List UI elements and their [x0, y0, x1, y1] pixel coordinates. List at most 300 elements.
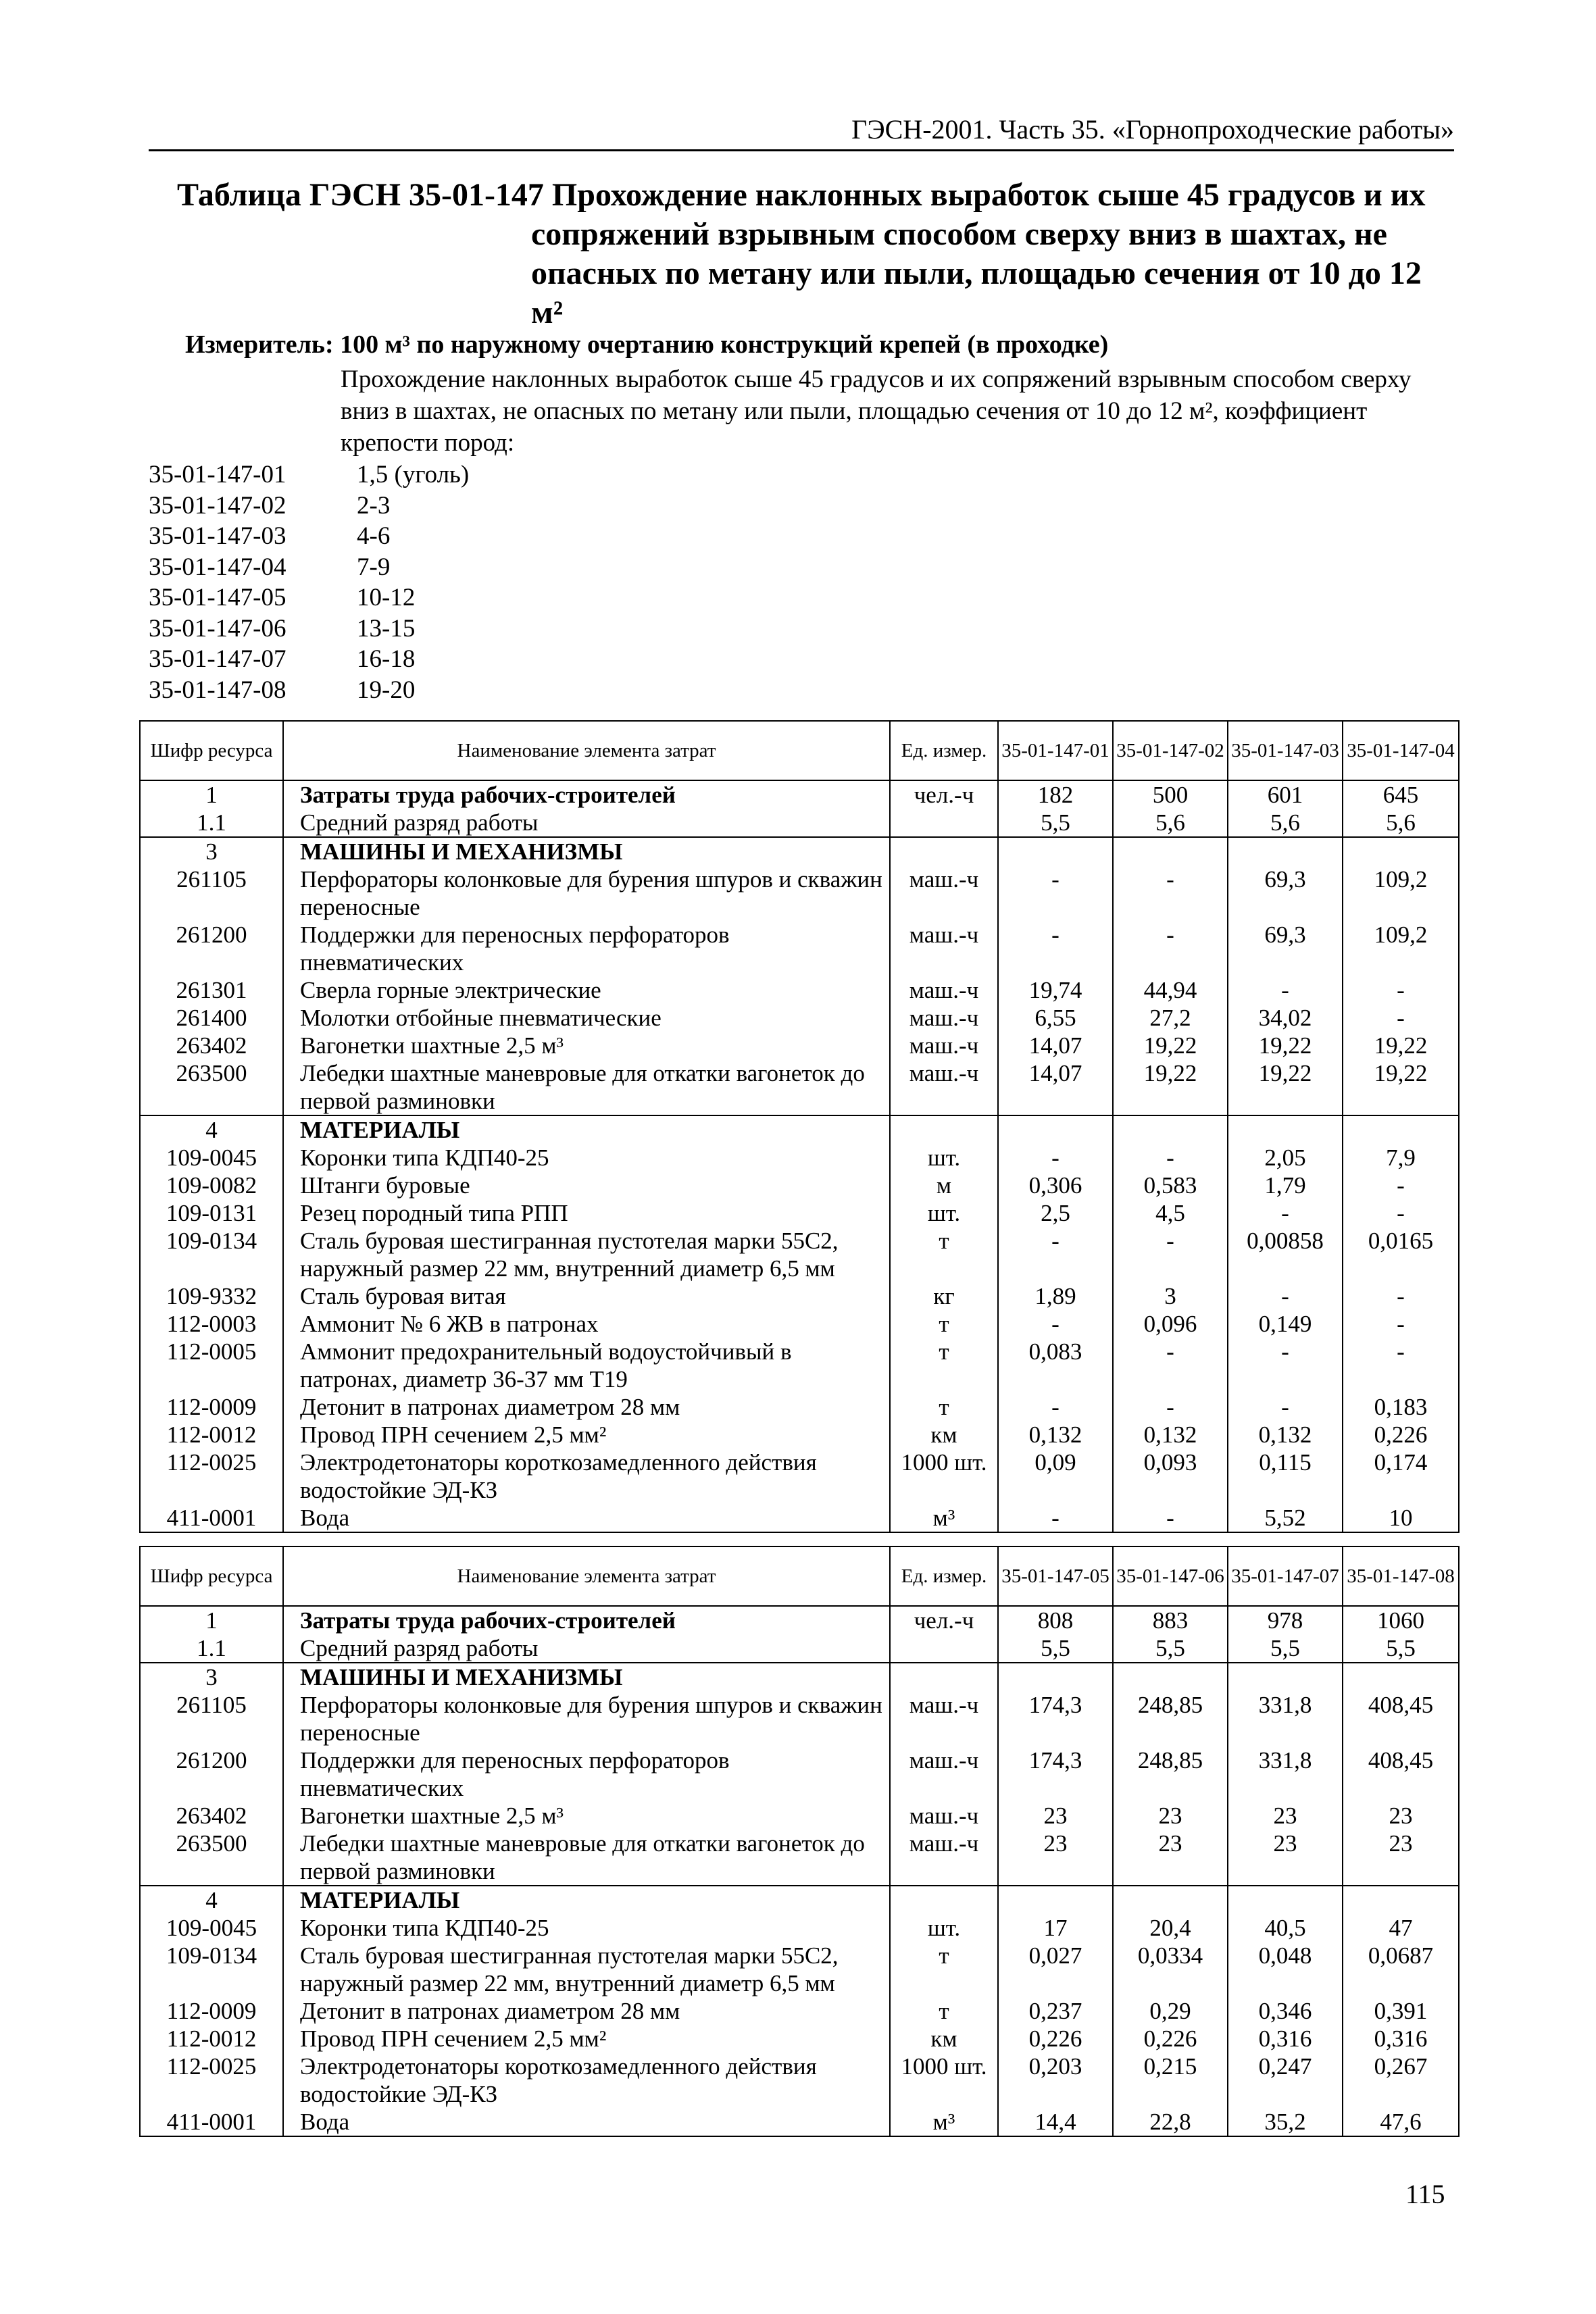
resource-code: 411-0001: [140, 2108, 283, 2136]
resource-unit: кг: [890, 1282, 998, 1310]
table-row: [140, 1282, 1459, 1310]
norm-value: 44,94: [1113, 976, 1228, 1004]
resource-code: 112-0003: [140, 1310, 283, 1338]
resource-unit: [890, 1634, 998, 1663]
table-row: [140, 1115, 1459, 1144]
norm-value: 109,2: [1343, 865, 1459, 921]
resource-name: Сталь буровая шестигранная пустотелая марки 55С2, наружный размер 22 мм, внутренний диаметр 6,5 мм: [283, 1227, 890, 1282]
resource-unit: 1000 шт.: [890, 2053, 998, 2108]
column-header: Ед. измер.: [890, 1546, 998, 1606]
resource-name: Средний разряд работы: [283, 1634, 890, 1663]
resource-name: МАШИНЫ И МЕХАНИЗМЫ: [283, 1663, 890, 1691]
resource-code: 261200: [140, 1746, 283, 1802]
table-row: [140, 1802, 1459, 1830]
table-row: [140, 1172, 1459, 1199]
norm-value: [998, 1886, 1113, 1914]
resource-unit: т: [890, 1942, 998, 1997]
resource-name: Аммонит предохранительный водоустойчивый в патронах, диаметр 36-37 мм Т19: [283, 1338, 890, 1393]
table-row: [140, 1227, 1459, 1282]
resource-name: Поддержки для переносных перфораторов пневматических: [283, 1746, 890, 1802]
norm-value: 23: [998, 1802, 1113, 1830]
table-row: [140, 1199, 1459, 1227]
norm-value: 0,0165: [1343, 1227, 1459, 1282]
norm-value: -: [998, 921, 1113, 976]
table-row: [140, 1942, 1459, 1997]
norm-value: 0,391: [1343, 1997, 1459, 2025]
norm-value: -: [1343, 1282, 1459, 1310]
resource-name: Вода: [283, 1504, 890, 1532]
resource-name: Провод ПРН сечением 2,5 мм²: [283, 1421, 890, 1449]
resource-name: Электродетонаторы короткозамедленного действия водостойкие ЭД-КЗ: [283, 1449, 890, 1504]
norm-value: 1,79: [1228, 1172, 1343, 1199]
norm-value: 331,8: [1228, 1746, 1343, 1802]
norm-value: 23: [1228, 1802, 1343, 1830]
table-row: [140, 865, 1459, 921]
norm-value: 5,5: [1228, 1634, 1343, 1663]
title-line: сопряжений взрывным способом сверху вниз в шахтах, не: [531, 216, 1387, 252]
resource-code: 112-0009: [140, 1997, 283, 2025]
resource-name: Лебедки шахтные маневровые для откатки вагонеток до первой разминовки: [283, 1830, 890, 1886]
norm-value: [1228, 1663, 1343, 1691]
norm-value: -: [998, 1227, 1113, 1282]
norm-value: -: [998, 865, 1113, 921]
table-title: [177, 176, 1461, 332]
table-row: [140, 1310, 1459, 1338]
norm-code-item: [149, 582, 469, 613]
norm-value: 14,07: [998, 1032, 1113, 1059]
norm-value: 69,3: [1228, 865, 1343, 921]
table-row: [140, 1144, 1459, 1172]
norm-code: 35-01-147-02: [149, 491, 286, 520]
norm-value: 601: [1228, 780, 1343, 809]
norm-code-item: [149, 644, 469, 675]
norm-value: 5,5: [998, 809, 1113, 837]
running-header: ГЭСН-2001. Часть 35. «Горнопроходческие работы»: [149, 114, 1454, 151]
resource-name: Вагонетки шахтные 2,5 м³: [283, 1032, 890, 1059]
table-row: [140, 1059, 1459, 1115]
norm-value: 500: [1113, 780, 1228, 809]
resource-code: 109-0082: [140, 1172, 283, 1199]
norm-value: 47: [1343, 1914, 1459, 1942]
resource-name: МАШИНЫ И МЕХАНИЗМЫ: [283, 837, 890, 865]
norm-value: -: [998, 1504, 1113, 1532]
table-row: [140, 1421, 1459, 1449]
resource-unit: т: [890, 1997, 998, 2025]
resource-unit: шт.: [890, 1144, 998, 1172]
resource-unit: шт.: [890, 1914, 998, 1942]
norm-value: 408,45: [1343, 1746, 1459, 1802]
norm-value: [998, 837, 1113, 865]
norm-value: -: [998, 1393, 1113, 1421]
norm-value: 4,5: [1113, 1199, 1228, 1227]
norm-value: -: [998, 1310, 1113, 1338]
resource-code: 3: [140, 1663, 283, 1691]
table-row: [140, 1886, 1459, 1914]
norm-value: 5,5: [998, 1634, 1113, 1663]
norm-value: -: [1343, 1310, 1459, 1338]
table-row: [140, 1032, 1459, 1059]
norm-code-list: [149, 459, 469, 705]
norm-value: 182: [998, 780, 1113, 809]
norm-value: 23: [1113, 1802, 1228, 1830]
norm-value: 248,85: [1113, 1691, 1228, 1746]
work-description: Прохождение наклонных выработок сыше 45 градусов и их сопряжений взрывным способом сверху вниз в шахтах, не опасных по метану или пыли, площадью сечения от 10 до 12 м², коэффициент крепости пород:: [341, 366, 1412, 457]
norm-value: 883: [1113, 1606, 1228, 1634]
resource-unit: т: [890, 1393, 998, 1421]
table-row: [140, 1634, 1459, 1663]
resource-name: Провод ПРН сечением 2,5 мм²: [283, 2025, 890, 2053]
norm-value: 0,00858: [1228, 1227, 1343, 1282]
norm-value: 27,2: [1113, 1004, 1228, 1032]
norm-value: 1060: [1343, 1606, 1459, 1634]
norm-value: 19,22: [1113, 1059, 1228, 1115]
norm-code: 35-01-147-08: [149, 676, 286, 704]
resource-unit: [890, 837, 998, 865]
rock-hardness: 1,5 (уголь): [357, 461, 470, 488]
norm-value: [1343, 1663, 1459, 1691]
column-header: Шифр ресурса: [140, 721, 283, 780]
norm-value: [1228, 837, 1343, 865]
resource-name: Молотки отбойные пневматические: [283, 1004, 890, 1032]
norm-value: 109,2: [1343, 921, 1459, 976]
table-row: [140, 2053, 1459, 2108]
table-row: [140, 780, 1459, 809]
norm-value: 331,8: [1228, 1691, 1343, 1746]
table-header-row: [140, 1546, 1459, 1606]
resource-table-1: [139, 720, 1460, 1533]
norm-code: 35-01-147-06: [149, 614, 286, 643]
resource-name: Лебедки шахтные маневровые для откатки вагонеток до первой разминовки: [283, 1059, 890, 1115]
norm-value: 0,132: [998, 1421, 1113, 1449]
norm-value: -: [1228, 976, 1343, 1004]
norm-value: -: [1343, 1338, 1459, 1393]
norm-value: 174,3: [998, 1691, 1113, 1746]
resource-code: 109-0134: [140, 1942, 283, 1997]
norm-value: 0,306: [998, 1172, 1113, 1199]
resource-code: 112-0005: [140, 1338, 283, 1393]
resource-code: 3: [140, 837, 283, 865]
column-header: 35-01-147-04: [1343, 721, 1459, 780]
resource-name: Аммонит № 6 ЖВ в патронах: [283, 1310, 890, 1338]
resource-code: 109-0045: [140, 1914, 283, 1942]
column-header: 35-01-147-01: [998, 721, 1113, 780]
resource-code: 1.1: [140, 1634, 283, 1663]
norm-value: 5,5: [1113, 1634, 1228, 1663]
norm-value: -: [1343, 1004, 1459, 1032]
norm-value: 0,093: [1113, 1449, 1228, 1504]
norm-value: 0,096: [1113, 1310, 1228, 1338]
norm-value: 0,149: [1228, 1310, 1343, 1338]
norm-value: 0,316: [1343, 2025, 1459, 2053]
table-row: [140, 2108, 1459, 2136]
resource-unit: [890, 1115, 998, 1144]
norm-value: [1343, 1115, 1459, 1144]
resource-code: 112-0009: [140, 1393, 283, 1421]
resource-code: 261105: [140, 865, 283, 921]
rock-hardness: 10-12: [357, 584, 416, 611]
norm-value: 10: [1343, 1504, 1459, 1532]
norm-value: [1113, 1115, 1228, 1144]
resource-code: 261400: [140, 1004, 283, 1032]
resource-code: 109-9332: [140, 1282, 283, 1310]
resource-name: Вода: [283, 2108, 890, 2136]
resource-code: 4: [140, 1886, 283, 1914]
resource-unit: маш.-ч: [890, 1004, 998, 1032]
norm-value: -: [1343, 1199, 1459, 1227]
resource-code: 4: [140, 1115, 283, 1144]
norm-value: 47,6: [1343, 2108, 1459, 2136]
norm-value: 19,74: [998, 976, 1113, 1004]
resource-unit: т: [890, 1310, 998, 1338]
resource-unit: маш.-ч: [890, 1691, 998, 1746]
norm-value: [1228, 1886, 1343, 1914]
column-header: 35-01-147-08: [1343, 1546, 1459, 1606]
resource-name: Резец породный типа РПП: [283, 1199, 890, 1227]
rock-hardness: 4-6: [357, 522, 391, 550]
norm-value: 0,29: [1113, 1997, 1228, 2025]
resource-unit: маш.-ч: [890, 1830, 998, 1886]
norm-value: -: [1228, 1282, 1343, 1310]
resource-name: Средний разряд работы: [283, 809, 890, 837]
norm-code: 35-01-147-04: [149, 553, 286, 581]
table-row: [140, 1997, 1459, 2025]
column-header: 35-01-147-07: [1228, 1546, 1343, 1606]
resource-unit: чел.-ч: [890, 1606, 998, 1634]
column-header: 35-01-147-03: [1228, 721, 1343, 780]
norm-value: 0,583: [1113, 1172, 1228, 1199]
resource-unit: [890, 1663, 998, 1691]
norm-code-item: [149, 675, 469, 706]
norm-value: 2,5: [998, 1199, 1113, 1227]
norm-value: 0,237: [998, 1997, 1113, 2025]
norm-value: 0,174: [1343, 1449, 1459, 1504]
column-header: 35-01-147-02: [1113, 721, 1228, 780]
rock-hardness: 16-18: [357, 645, 416, 673]
table-row: [140, 1606, 1459, 1634]
norm-value: 23: [1343, 1802, 1459, 1830]
norm-value: [1343, 1886, 1459, 1914]
resource-name: Коронки типа КДП40-25: [283, 1144, 890, 1172]
norm-value: 0,226: [998, 2025, 1113, 2053]
norm-value: 5,6: [1228, 809, 1343, 837]
resource-unit: км: [890, 1421, 998, 1449]
norm-value: 19,22: [1228, 1032, 1343, 1059]
norm-value: [1113, 1886, 1228, 1914]
resource-name: МАТЕРИАЛЫ: [283, 1886, 890, 1914]
resource-unit: шт.: [890, 1199, 998, 1227]
resource-code: 1: [140, 1606, 283, 1634]
resource-name: Перфораторы колонковые для бурения шпуров и скважин переносные: [283, 1691, 890, 1746]
resource-unit: чел.-ч: [890, 780, 998, 809]
norm-value: 6,55: [998, 1004, 1113, 1032]
table-row: [140, 1338, 1459, 1393]
norm-value: 0,203: [998, 2053, 1113, 2108]
resource-code: 112-0025: [140, 1449, 283, 1504]
resource-name: Электродетонаторы короткозамедленного действия водостойкие ЭД-КЗ: [283, 2053, 890, 2108]
norm-value: -: [1113, 1144, 1228, 1172]
table-row: [140, 976, 1459, 1004]
norm-code-item: [149, 521, 469, 552]
resource-name: Перфораторы колонковые для бурения шпуров и скважин переносные: [283, 865, 890, 921]
norm-value: 0,267: [1343, 2053, 1459, 2108]
table-row: [140, 1746, 1459, 1802]
norm-value: 23: [1228, 1830, 1343, 1886]
norm-value: 0,083: [998, 1338, 1113, 1393]
norm-code: 35-01-147-01: [149, 461, 286, 488]
measure-unit: Измеритель: 100 м³ по наружному очертанию конструкций крепей (в проходке): [185, 330, 1109, 359]
rock-hardness: 2-3: [357, 491, 391, 520]
title-line: опасных по метану или пыли, площадью сечения от 10 до 12: [531, 255, 1422, 291]
norm-value: 7,9: [1343, 1144, 1459, 1172]
norm-code-item: [149, 613, 469, 645]
norm-value: 0,215: [1113, 2053, 1228, 2108]
norm-value: 0,183: [1343, 1393, 1459, 1421]
resource-name: Поддержки для переносных перфораторов пневматических: [283, 921, 890, 976]
resource-name: МАТЕРИАЛЫ: [283, 1115, 890, 1144]
table-row: [140, 1691, 1459, 1746]
norm-code: 35-01-147-07: [149, 645, 286, 673]
norm-value: 23: [1343, 1830, 1459, 1886]
norm-value: 0,115: [1228, 1449, 1343, 1504]
norm-value: 808: [998, 1606, 1113, 1634]
resource-code: 1: [140, 780, 283, 809]
table-row: [140, 1663, 1459, 1691]
resource-name: Детонит в патронах диаметром 28 мм: [283, 1393, 890, 1421]
norm-value: 0,048: [1228, 1942, 1343, 1997]
table-row: [140, 1393, 1459, 1421]
table-row: [140, 809, 1459, 837]
resource-code: 263500: [140, 1830, 283, 1886]
norm-value: 174,3: [998, 1746, 1113, 1802]
norm-value: -: [1343, 1172, 1459, 1199]
norm-value: 645: [1343, 780, 1459, 809]
norm-value: 19,22: [1343, 1059, 1459, 1115]
norm-value: 23: [998, 1830, 1113, 1886]
norm-value: 5,5: [1343, 1634, 1459, 1663]
norm-value: -: [1113, 1393, 1228, 1421]
norm-value: -: [1113, 1504, 1228, 1532]
resource-code: 263402: [140, 1032, 283, 1059]
resource-table-2: [139, 1546, 1460, 2137]
resource-name: Сталь буровая витая: [283, 1282, 890, 1310]
norm-value: [1113, 837, 1228, 865]
norm-value: [998, 1663, 1113, 1691]
norm-value: 17: [998, 1914, 1113, 1942]
norm-value: -: [998, 1144, 1113, 1172]
norm-value: 0,346: [1228, 1997, 1343, 2025]
norm-value: -: [1113, 1227, 1228, 1282]
norm-value: 0,0687: [1343, 1942, 1459, 1997]
norm-value: 248,85: [1113, 1746, 1228, 1802]
norm-value: 69,3: [1228, 921, 1343, 976]
resource-code: 261301: [140, 976, 283, 1004]
norm-value: [998, 1115, 1113, 1144]
resource-unit: м³: [890, 2108, 998, 2136]
norm-code: 35-01-147-05: [149, 584, 286, 611]
norm-value: 35,2: [1228, 2108, 1343, 2136]
resource-unit: 1000 шт.: [890, 1449, 998, 1504]
resource-unit: маш.-ч: [890, 1059, 998, 1115]
norm-value: -: [1343, 976, 1459, 1004]
norm-value: 19,22: [1343, 1032, 1459, 1059]
norm-value: -: [1113, 921, 1228, 976]
column-header: Шифр ресурса: [140, 1546, 283, 1606]
resource-unit: маш.-ч: [890, 1746, 998, 1802]
resource-code: 263402: [140, 1802, 283, 1830]
resource-unit: м³: [890, 1504, 998, 1532]
norm-value: -: [1113, 865, 1228, 921]
rock-hardness: 7-9: [357, 553, 391, 581]
norm-value: 19,22: [1113, 1032, 1228, 1059]
norm-code-item: [149, 459, 469, 491]
norm-code-item: [149, 491, 469, 522]
resource-unit: км: [890, 2025, 998, 2053]
resource-name: Сталь буровая шестигранная пустотелая марки 55С2, наружный размер 22 мм, внутренний диаметр 6,5 мм: [283, 1942, 890, 1997]
table-row: [140, 2025, 1459, 2053]
resource-unit: [890, 1886, 998, 1914]
norm-value: 20,4: [1113, 1914, 1228, 1942]
table-row: [140, 1504, 1459, 1532]
norm-value: [1228, 1115, 1343, 1144]
norm-code-item: [149, 552, 469, 583]
norm-value: 0,132: [1228, 1421, 1343, 1449]
table-row: [140, 837, 1459, 865]
column-header: Наименование элемента затрат: [283, 1546, 890, 1606]
resource-unit: маш.-ч: [890, 976, 998, 1004]
title-line: Таблица ГЭСН 35-01-147 Прохождение наклонных выработок сыше 45 градусов и их: [177, 177, 1426, 213]
column-header: Ед. измер.: [890, 721, 998, 780]
resource-code: 109-0131: [140, 1199, 283, 1227]
resource-name: Штанги буровые: [283, 1172, 890, 1199]
norm-value: 5,6: [1343, 809, 1459, 837]
resource-code: 411-0001: [140, 1504, 283, 1532]
resource-code: 263500: [140, 1059, 283, 1115]
norm-value: -: [1228, 1338, 1343, 1393]
page-number: 115: [1405, 2179, 1445, 2209]
resource-name: Затраты труда рабочих-строителей: [283, 1606, 890, 1634]
resource-unit: [890, 809, 998, 837]
norm-value: 978: [1228, 1606, 1343, 1634]
norm-value: 34,02: [1228, 1004, 1343, 1032]
norm-value: -: [1113, 1338, 1228, 1393]
resource-unit: маш.-ч: [890, 1032, 998, 1059]
table-row: [140, 921, 1459, 976]
norm-value: 5,6: [1113, 809, 1228, 837]
column-header: 35-01-147-06: [1113, 1546, 1228, 1606]
resource-name: Затраты труда рабочих-строителей: [283, 780, 890, 809]
norm-value: 0,226: [1343, 1421, 1459, 1449]
norm-value: 0,132: [1113, 1421, 1228, 1449]
norm-value: [1113, 1663, 1228, 1691]
norm-value: 22,8: [1113, 2108, 1228, 2136]
resource-unit: т: [890, 1227, 998, 1282]
norm-value: 40,5: [1228, 1914, 1343, 1942]
norm-value: -: [1228, 1199, 1343, 1227]
norm-value: 23: [1113, 1830, 1228, 1886]
norm-value: -: [1228, 1393, 1343, 1421]
norm-value: 14,4: [998, 2108, 1113, 2136]
resource-code: 109-0045: [140, 1144, 283, 1172]
resource-name: Детонит в патронах диаметром 28 мм: [283, 1997, 890, 2025]
resource-code: 112-0012: [140, 2025, 283, 2053]
resource-unit: маш.-ч: [890, 1802, 998, 1830]
column-header: 35-01-147-05: [998, 1546, 1113, 1606]
table-row: [140, 1830, 1459, 1886]
resource-code: 261200: [140, 921, 283, 976]
resource-code: 109-0134: [140, 1227, 283, 1282]
norm-code: 35-01-147-03: [149, 522, 286, 550]
resource-code: 112-0025: [140, 2053, 283, 2108]
